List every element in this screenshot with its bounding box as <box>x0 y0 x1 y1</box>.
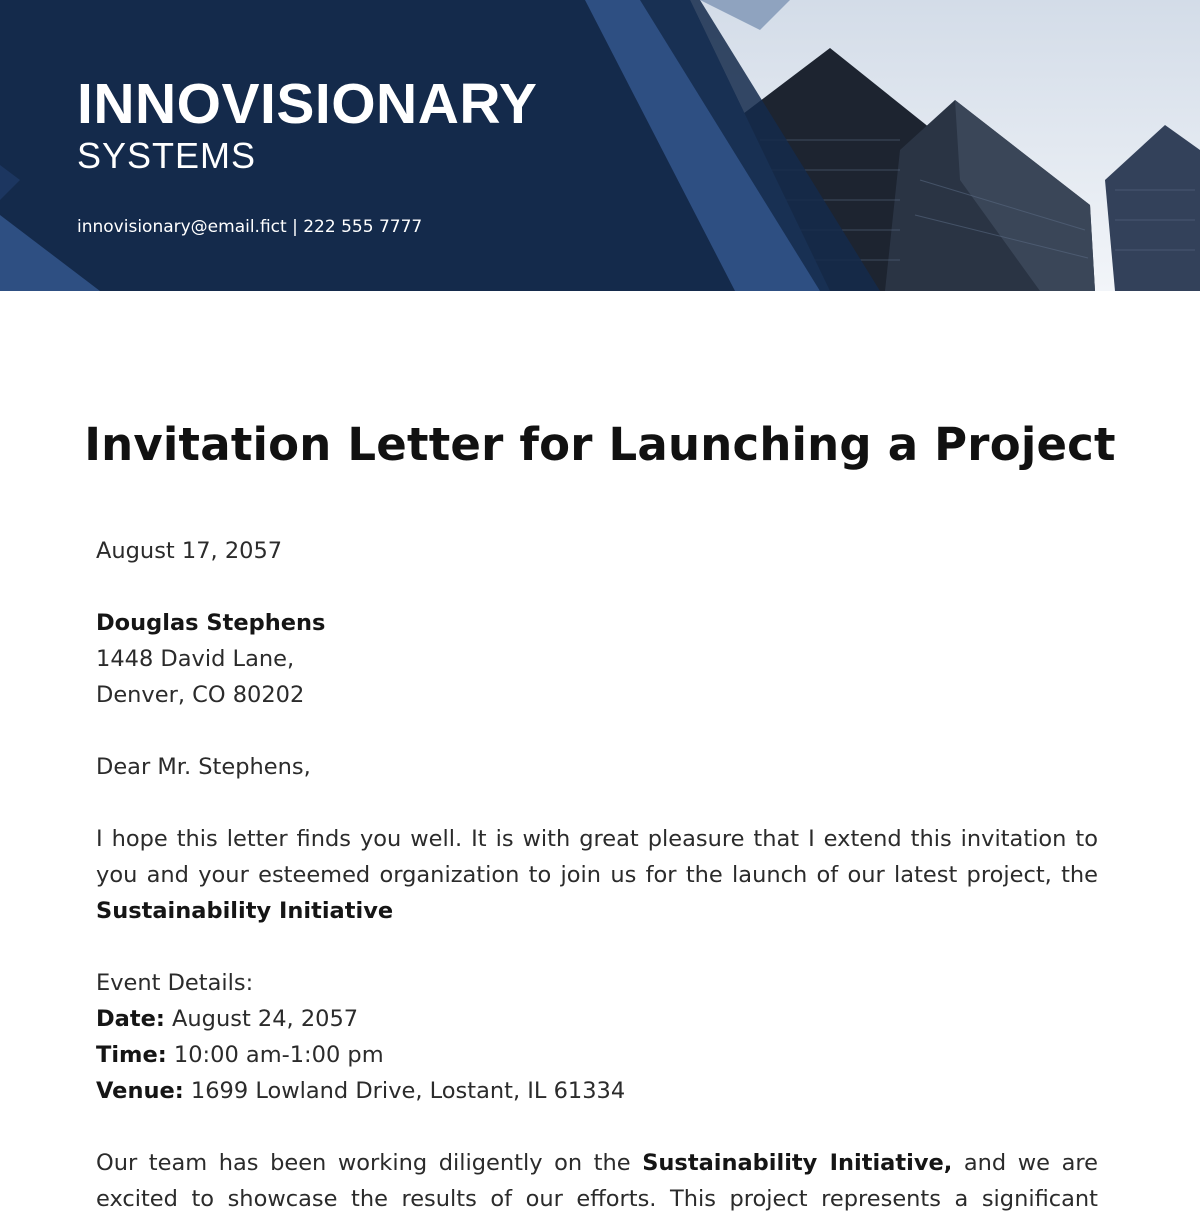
recipient-block <box>96 605 1098 713</box>
closing-text-end: and we are <box>963 1150 1098 1176</box>
contact-line <box>77 217 422 237</box>
brand-block <box>77 74 537 176</box>
letterhead-banner <box>0 0 1200 291</box>
intro-line: I hope this letter finds you well. It is with great pleasure that I extend this invitation to <box>96 826 1098 852</box>
contact-email: innovisionary@email.fict <box>77 217 287 237</box>
event-time-value: 10:00 am-1:00 pm <box>173 1042 384 1068</box>
closing-line <box>96 1145 1098 1181</box>
company-subtitle: SYSTEMS <box>77 135 257 176</box>
closing-project-name: Sustainability Initiative, <box>642 1150 953 1176</box>
intro-paragraph <box>96 821 1098 929</box>
letter-date: August 17, 2057 <box>96 538 283 564</box>
event-venue-value: 1699 Lowland Drive, Lostant, IL 61334 <box>190 1078 626 1104</box>
closing-paragraph <box>96 1145 1098 1217</box>
event-venue-row <box>96 1073 1098 1109</box>
event-details <box>96 965 1098 1109</box>
event-date-value: August 24, 2057 <box>172 1006 359 1032</box>
intro-line: you and your esteemed organization to join us for the launch of our latest project, the <box>96 862 1098 888</box>
letter-title: Invitation Letter for Launching a Project <box>84 418 1116 471</box>
event-date-label: Date: <box>96 1006 165 1032</box>
recipient-city: Denver, CO 80202 <box>96 682 305 708</box>
contact-separator: | <box>292 217 298 237</box>
event-time-label: Time: <box>96 1042 167 1068</box>
company-name: INNOVISIONARY <box>77 72 538 136</box>
recipient-street: 1448 David Lane, <box>96 646 295 672</box>
recipient-name: Douglas Stephens <box>96 610 326 636</box>
event-heading: Event Details: <box>96 970 254 996</box>
project-name: Sustainability Initiative <box>96 898 394 924</box>
closing-text-start: Our team has been working diligently on the <box>96 1150 631 1176</box>
closing-line: excited to showcase the results of our efforts. This project represents a significant <box>96 1186 1098 1212</box>
contact-phone: 222 555 7777 <box>303 217 423 237</box>
event-time-row <box>96 1037 1098 1073</box>
salutation: Dear Mr. Stephens, <box>96 754 311 780</box>
event-date-row <box>96 1001 1098 1037</box>
event-venue-label: Venue: <box>96 1078 184 1104</box>
